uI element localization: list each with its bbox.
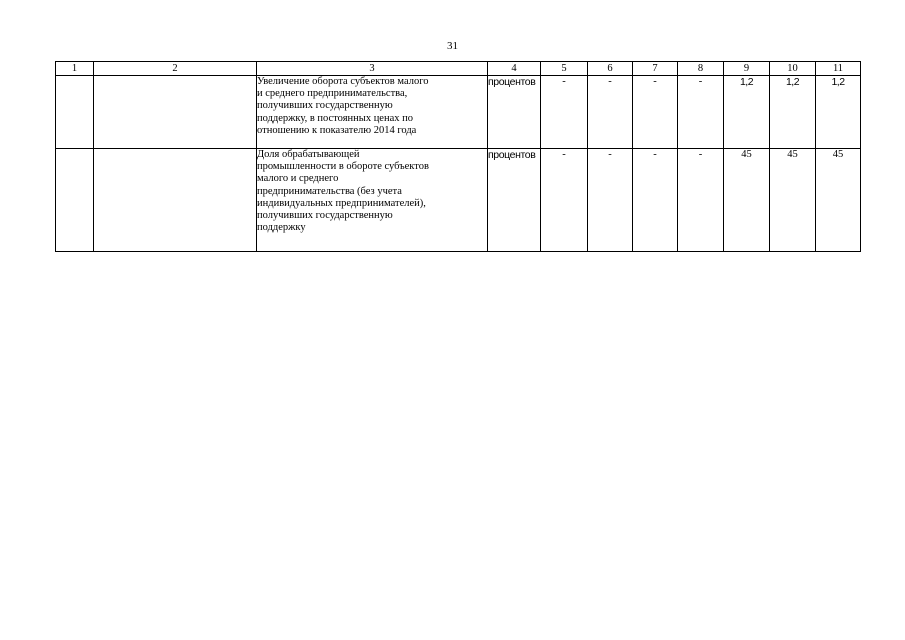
value-cell-col11: 1,2	[816, 76, 861, 149]
indicators-table	[55, 61, 861, 252]
header-col-4: 4	[488, 62, 541, 76]
header-col-3: 3	[257, 62, 488, 76]
header-col-2: 2	[94, 62, 257, 76]
table-row	[56, 76, 861, 149]
value-cell-col5: -	[541, 149, 588, 252]
indicator-text-line: Доля обрабатывающей	[257, 149, 360, 160]
indicator-text-line: малого и среднего	[257, 173, 339, 185]
unit-cell: процентов	[488, 149, 541, 252]
value-cell-col8: -	[678, 149, 724, 252]
indicator-text-line: промышленности в обороте субъектов	[257, 161, 429, 173]
value-cell-col11: 45	[816, 149, 861, 252]
value-cell-col6: -	[588, 76, 633, 149]
value-cell-col9: 1,2	[724, 76, 770, 149]
row-cell-col1	[56, 149, 94, 252]
indicator-text-line: получивших государственную	[257, 210, 393, 222]
header-row	[56, 62, 861, 76]
value-cell-col5: -	[541, 76, 588, 149]
indicator-text-line: предпринимательства (без учета	[257, 185, 402, 197]
unit-cell: процентов	[488, 76, 541, 149]
header-col-1: 1	[56, 62, 94, 76]
row-cell-col2	[94, 76, 257, 149]
header-col-8: 8	[678, 62, 724, 76]
value-cell-col8: -	[678, 76, 724, 149]
header-col-6: 6	[588, 62, 633, 76]
value-cell-col10: 45	[770, 149, 816, 252]
value-cell-col7: -	[633, 76, 678, 149]
indicator-text-line: получивших государственную	[257, 100, 393, 112]
indicator-text-line: Увеличение оборота субъектов малого	[257, 76, 429, 87]
row-cell-col1	[56, 76, 94, 149]
value-cell-col7: -	[633, 149, 678, 252]
header-col-11: 11	[816, 62, 861, 76]
value-cell-col6: -	[588, 149, 633, 252]
indicator-text-line: индивидуальных предпринимателей),	[257, 197, 426, 209]
indicator-text-line: поддержку, в постоянных ценах по	[257, 112, 413, 124]
value-cell-col10: 1,2	[770, 76, 816, 149]
table-row	[56, 149, 861, 252]
indicator-text-line: поддержку	[257, 222, 306, 234]
indicator-name-cell	[257, 76, 488, 149]
indicator-text-line: отношению к показателю 2014 года	[257, 124, 417, 136]
header-col-7: 7	[633, 62, 678, 76]
header-col-5: 5	[541, 62, 588, 76]
header-col-9: 9	[724, 62, 770, 76]
row-cell-col2	[94, 149, 257, 252]
page-number: 31	[447, 40, 458, 52]
indicator-name-cell	[257, 149, 488, 252]
indicator-text-line: и среднего предпринимательства,	[257, 88, 408, 100]
value-cell-col9: 45	[724, 149, 770, 252]
header-col-10: 10	[770, 62, 816, 76]
